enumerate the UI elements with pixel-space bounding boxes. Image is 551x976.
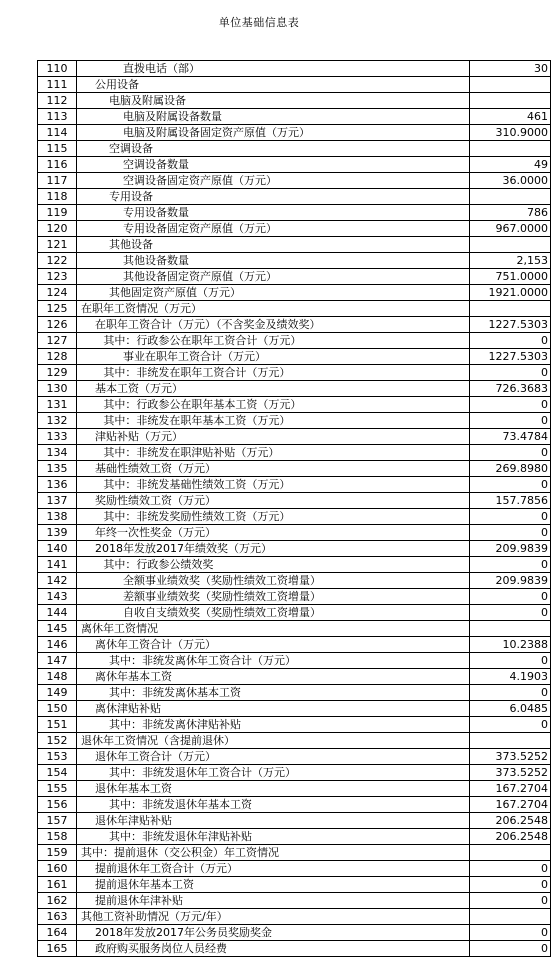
row-label: 2018年发放2017年公务员奖励奖金 bbox=[77, 925, 470, 941]
row-number: 110 bbox=[38, 61, 77, 77]
row-value bbox=[470, 77, 551, 93]
table-row bbox=[38, 525, 551, 541]
row-number: 118 bbox=[38, 189, 77, 205]
row-number: 148 bbox=[38, 669, 77, 685]
row-value bbox=[470, 621, 551, 637]
row-value: 373.5252 bbox=[470, 749, 551, 765]
row-label: 其中：非统发奖励性绩效工资（万元） bbox=[77, 509, 470, 525]
row-number: 125 bbox=[38, 301, 77, 317]
table-row bbox=[38, 877, 551, 893]
row-number: 114 bbox=[38, 125, 77, 141]
row-label: 其他工资补助情况（万元/年） bbox=[77, 909, 470, 925]
row-label: 空调设备数量 bbox=[77, 157, 470, 173]
row-label: 退休年基本工资 bbox=[77, 781, 470, 797]
row-value: 2,153 bbox=[470, 253, 551, 269]
row-label: 其他设备 bbox=[77, 237, 470, 253]
row-label: 年终一次性奖金（万元） bbox=[77, 525, 470, 541]
row-number: 124 bbox=[38, 285, 77, 301]
info-table bbox=[37, 60, 551, 957]
row-number: 137 bbox=[38, 493, 77, 509]
row-value: 0 bbox=[470, 397, 551, 413]
row-value: 269.8980 bbox=[470, 461, 551, 477]
table-row bbox=[38, 477, 551, 493]
table-row bbox=[38, 637, 551, 653]
page-title: 单位基础信息表 bbox=[218, 16, 300, 29]
table-row bbox=[38, 797, 551, 813]
row-number: 126 bbox=[38, 317, 77, 333]
row-value: 10.2388 bbox=[470, 637, 551, 653]
table-row bbox=[38, 285, 551, 301]
row-label: 空调设备 bbox=[77, 141, 470, 157]
row-label: 电脑及附属设备固定资产原值（万元） bbox=[77, 125, 470, 141]
table-row bbox=[38, 157, 551, 173]
table-row bbox=[38, 301, 551, 317]
row-value: 0 bbox=[470, 925, 551, 941]
table-row bbox=[38, 717, 551, 733]
row-label: 其中：行政参公在职年工资合计（万元） bbox=[77, 333, 470, 349]
row-label: 其中：非统发离休年工资合计（万元） bbox=[77, 653, 470, 669]
row-value: 0 bbox=[470, 685, 551, 701]
row-label: 离休年工资合计（万元） bbox=[77, 637, 470, 653]
row-label: 在职年工资情况（万元） bbox=[77, 301, 470, 317]
row-value: 0 bbox=[470, 365, 551, 381]
row-label: 基本工资（万元） bbox=[77, 381, 470, 397]
row-number: 121 bbox=[38, 237, 77, 253]
table-row bbox=[38, 653, 551, 669]
row-number: 130 bbox=[38, 381, 77, 397]
row-value: 0 bbox=[470, 941, 551, 957]
table-row bbox=[38, 205, 551, 221]
table-row bbox=[38, 541, 551, 557]
row-label: 其中：非统发离休津贴补贴 bbox=[77, 717, 470, 733]
row-number: 111 bbox=[38, 77, 77, 93]
table-row bbox=[38, 141, 551, 157]
row-number: 122 bbox=[38, 253, 77, 269]
row-value: 0 bbox=[470, 525, 551, 541]
row-number: 156 bbox=[38, 797, 77, 813]
row-number: 158 bbox=[38, 829, 77, 845]
row-label: 退休年工资合计（万元） bbox=[77, 749, 470, 765]
row-number: 116 bbox=[38, 157, 77, 173]
row-value bbox=[470, 237, 551, 253]
table-row bbox=[38, 429, 551, 445]
row-value bbox=[470, 93, 551, 109]
row-number: 139 bbox=[38, 525, 77, 541]
row-label: 退休年津贴补贴 bbox=[77, 813, 470, 829]
row-label: 津贴补贴（万元） bbox=[77, 429, 470, 445]
row-number: 155 bbox=[38, 781, 77, 797]
row-number: 152 bbox=[38, 733, 77, 749]
table-row bbox=[38, 685, 551, 701]
row-label: 电脑及附属设备数量 bbox=[77, 109, 470, 125]
row-value: 6.0485 bbox=[470, 701, 551, 717]
table-row bbox=[38, 845, 551, 861]
table-row bbox=[38, 445, 551, 461]
row-value: 49 bbox=[470, 157, 551, 173]
row-label: 离休年工资情况 bbox=[77, 621, 470, 637]
table-row bbox=[38, 61, 551, 77]
row-value: 0 bbox=[470, 605, 551, 621]
row-number: 157 bbox=[38, 813, 77, 829]
row-number: 128 bbox=[38, 349, 77, 365]
row-value bbox=[470, 909, 551, 925]
row-label: 提前退休年工资合计（万元） bbox=[77, 861, 470, 877]
row-number: 133 bbox=[38, 429, 77, 445]
row-value: 36.0000 bbox=[470, 173, 551, 189]
table-row bbox=[38, 253, 551, 269]
row-number: 145 bbox=[38, 621, 77, 637]
row-value: 0 bbox=[470, 509, 551, 525]
table-row bbox=[38, 573, 551, 589]
row-value bbox=[470, 189, 551, 205]
table-row bbox=[38, 621, 551, 637]
row-number: 143 bbox=[38, 589, 77, 605]
row-value: 73.4784 bbox=[470, 429, 551, 445]
row-number: 140 bbox=[38, 541, 77, 557]
row-number: 150 bbox=[38, 701, 77, 717]
row-value: 0 bbox=[470, 333, 551, 349]
row-value: 1921.0000 bbox=[470, 285, 551, 301]
row-number: 123 bbox=[38, 269, 77, 285]
row-label: 全额事业绩效奖（奖励性绩效工资增量） bbox=[77, 573, 470, 589]
row-label: 电脑及附属设备 bbox=[77, 93, 470, 109]
row-value: 167.2704 bbox=[470, 797, 551, 813]
row-label: 专用设备 bbox=[77, 189, 470, 205]
row-label: 其中：行政参公在职年基本工资（万元） bbox=[77, 397, 470, 413]
table-row bbox=[38, 189, 551, 205]
row-value: 461 bbox=[470, 109, 551, 125]
table-row bbox=[38, 333, 551, 349]
row-number: 162 bbox=[38, 893, 77, 909]
row-label: 空调设备固定资产原值（万元） bbox=[77, 173, 470, 189]
table-row bbox=[38, 109, 551, 125]
row-number: 136 bbox=[38, 477, 77, 493]
row-label: 政府购买服务岗位人员经费 bbox=[77, 941, 470, 957]
table-row bbox=[38, 605, 551, 621]
row-number: 141 bbox=[38, 557, 77, 573]
row-value: 4.1903 bbox=[470, 669, 551, 685]
table-row bbox=[38, 397, 551, 413]
row-label: 离休年基本工资 bbox=[77, 669, 470, 685]
row-number: 160 bbox=[38, 861, 77, 877]
row-number: 165 bbox=[38, 941, 77, 957]
row-number: 115 bbox=[38, 141, 77, 157]
info-table-body bbox=[38, 61, 551, 957]
table-row bbox=[38, 733, 551, 749]
row-number: 163 bbox=[38, 909, 77, 925]
table-row bbox=[38, 93, 551, 109]
row-label: 其中：非统发退休年基本工资 bbox=[77, 797, 470, 813]
table-row bbox=[38, 589, 551, 605]
row-label: 提前退休年基本工资 bbox=[77, 877, 470, 893]
row-number: 135 bbox=[38, 461, 77, 477]
row-value: 0 bbox=[470, 477, 551, 493]
table-row bbox=[38, 237, 551, 253]
table-row bbox=[38, 701, 551, 717]
row-number: 149 bbox=[38, 685, 77, 701]
row-label: 奖励性绩效工资（万元） bbox=[77, 493, 470, 509]
row-value: 167.2704 bbox=[470, 781, 551, 797]
table-row bbox=[38, 557, 551, 573]
row-value: 0 bbox=[470, 861, 551, 877]
row-value: 157.7856 bbox=[470, 493, 551, 509]
row-label: 其中：非统发退休年工资合计（万元） bbox=[77, 765, 470, 781]
row-label: 自收自支绩效奖（奖励性绩效工资增量） bbox=[77, 605, 470, 621]
table-row bbox=[38, 221, 551, 237]
row-label: 其中：非统发在职津贴补贴（万元） bbox=[77, 445, 470, 461]
row-label: 专用设备数量 bbox=[77, 205, 470, 221]
row-label: 公用设备 bbox=[77, 77, 470, 93]
table-row bbox=[38, 749, 551, 765]
row-value bbox=[470, 733, 551, 749]
row-value: 786 bbox=[470, 205, 551, 221]
row-label: 其他设备数量 bbox=[77, 253, 470, 269]
table-row bbox=[38, 125, 551, 141]
table-row bbox=[38, 77, 551, 93]
row-value: 209.9839 bbox=[470, 541, 551, 557]
row-value: 0 bbox=[470, 445, 551, 461]
row-value: 0 bbox=[470, 557, 551, 573]
row-label: 在职年工资合计（万元）（不含奖金及绩效奖） bbox=[77, 317, 470, 333]
row-label: 退休年工资情况（含提前退休） bbox=[77, 733, 470, 749]
row-value: 30 bbox=[470, 61, 551, 77]
row-number: 120 bbox=[38, 221, 77, 237]
row-value: 967.0000 bbox=[470, 221, 551, 237]
row-value: 209.9839 bbox=[470, 573, 551, 589]
row-value: 726.3683 bbox=[470, 381, 551, 397]
row-number: 131 bbox=[38, 397, 77, 413]
table-row bbox=[38, 941, 551, 957]
row-label: 2018年发放2017年绩效奖（万元） bbox=[77, 541, 470, 557]
row-number: 146 bbox=[38, 637, 77, 653]
table-row bbox=[38, 765, 551, 781]
row-value: 1227.5303 bbox=[470, 349, 551, 365]
row-value: 0 bbox=[470, 717, 551, 733]
row-label: 直拨电话（部） bbox=[77, 61, 470, 77]
row-number: 151 bbox=[38, 717, 77, 733]
table-row bbox=[38, 509, 551, 525]
row-value: 0 bbox=[470, 589, 551, 605]
table-row bbox=[38, 813, 551, 829]
table-row bbox=[38, 173, 551, 189]
row-number: 142 bbox=[38, 573, 77, 589]
table-row bbox=[38, 365, 551, 381]
row-number: 132 bbox=[38, 413, 77, 429]
row-number: 138 bbox=[38, 509, 77, 525]
row-number: 113 bbox=[38, 109, 77, 125]
table-row bbox=[38, 925, 551, 941]
row-number: 129 bbox=[38, 365, 77, 381]
row-label: 其中：非统发在职年基本工资（万元） bbox=[77, 413, 470, 429]
row-number: 119 bbox=[38, 205, 77, 221]
row-value: 0 bbox=[470, 893, 551, 909]
row-number: 164 bbox=[38, 925, 77, 941]
row-label: 其中：非统发离休基本工资 bbox=[77, 685, 470, 701]
row-label: 其他设备固定资产原值（万元） bbox=[77, 269, 470, 285]
table-row bbox=[38, 829, 551, 845]
table-row bbox=[38, 893, 551, 909]
table-row bbox=[38, 269, 551, 285]
row-number: 161 bbox=[38, 877, 77, 893]
row-label: 差额事业绩效奖（奖励性绩效工资增量） bbox=[77, 589, 470, 605]
row-label: 专用设备固定资产原值（万元） bbox=[77, 221, 470, 237]
row-number: 154 bbox=[38, 765, 77, 781]
row-label: 其中：非统发在职年工资合计（万元） bbox=[77, 365, 470, 381]
row-value bbox=[470, 845, 551, 861]
row-number: 112 bbox=[38, 93, 77, 109]
table-row bbox=[38, 413, 551, 429]
row-label: 其中：行政参公绩效奖 bbox=[77, 557, 470, 573]
row-label: 其他固定资产原值（万元） bbox=[77, 285, 470, 301]
row-label: 基础性绩效工资（万元） bbox=[77, 461, 470, 477]
row-label: 离休津贴补贴 bbox=[77, 701, 470, 717]
row-number: 134 bbox=[38, 445, 77, 461]
row-label: 事业在职年工资合计（万元） bbox=[77, 349, 470, 365]
table-row bbox=[38, 381, 551, 397]
table-row bbox=[38, 861, 551, 877]
row-number: 117 bbox=[38, 173, 77, 189]
table-row bbox=[38, 909, 551, 925]
row-value: 310.9000 bbox=[470, 125, 551, 141]
row-value: 751.0000 bbox=[470, 269, 551, 285]
row-value bbox=[470, 141, 551, 157]
row-number: 127 bbox=[38, 333, 77, 349]
row-number: 147 bbox=[38, 653, 77, 669]
row-label: 其中：提前退休（交公积金）年工资情况 bbox=[77, 845, 470, 861]
table-row bbox=[38, 493, 551, 509]
row-value bbox=[470, 301, 551, 317]
row-value: 1227.5303 bbox=[470, 317, 551, 333]
row-number: 159 bbox=[38, 845, 77, 861]
row-label: 提前退休年津补贴 bbox=[77, 893, 470, 909]
row-number: 153 bbox=[38, 749, 77, 765]
table-row bbox=[38, 317, 551, 333]
row-value: 0 bbox=[470, 877, 551, 893]
row-value: 373.5252 bbox=[470, 765, 551, 781]
row-value: 0 bbox=[470, 653, 551, 669]
row-label: 其中：非统发退休年津贴补贴 bbox=[77, 829, 470, 845]
row-value: 206.2548 bbox=[470, 829, 551, 845]
table-row bbox=[38, 349, 551, 365]
table-row bbox=[38, 461, 551, 477]
table-row bbox=[38, 669, 551, 685]
table-row bbox=[38, 781, 551, 797]
row-value: 0 bbox=[470, 413, 551, 429]
row-number: 144 bbox=[38, 605, 77, 621]
row-value: 206.2548 bbox=[470, 813, 551, 829]
row-label: 其中：非统发基础性绩效工资（万元） bbox=[77, 477, 470, 493]
